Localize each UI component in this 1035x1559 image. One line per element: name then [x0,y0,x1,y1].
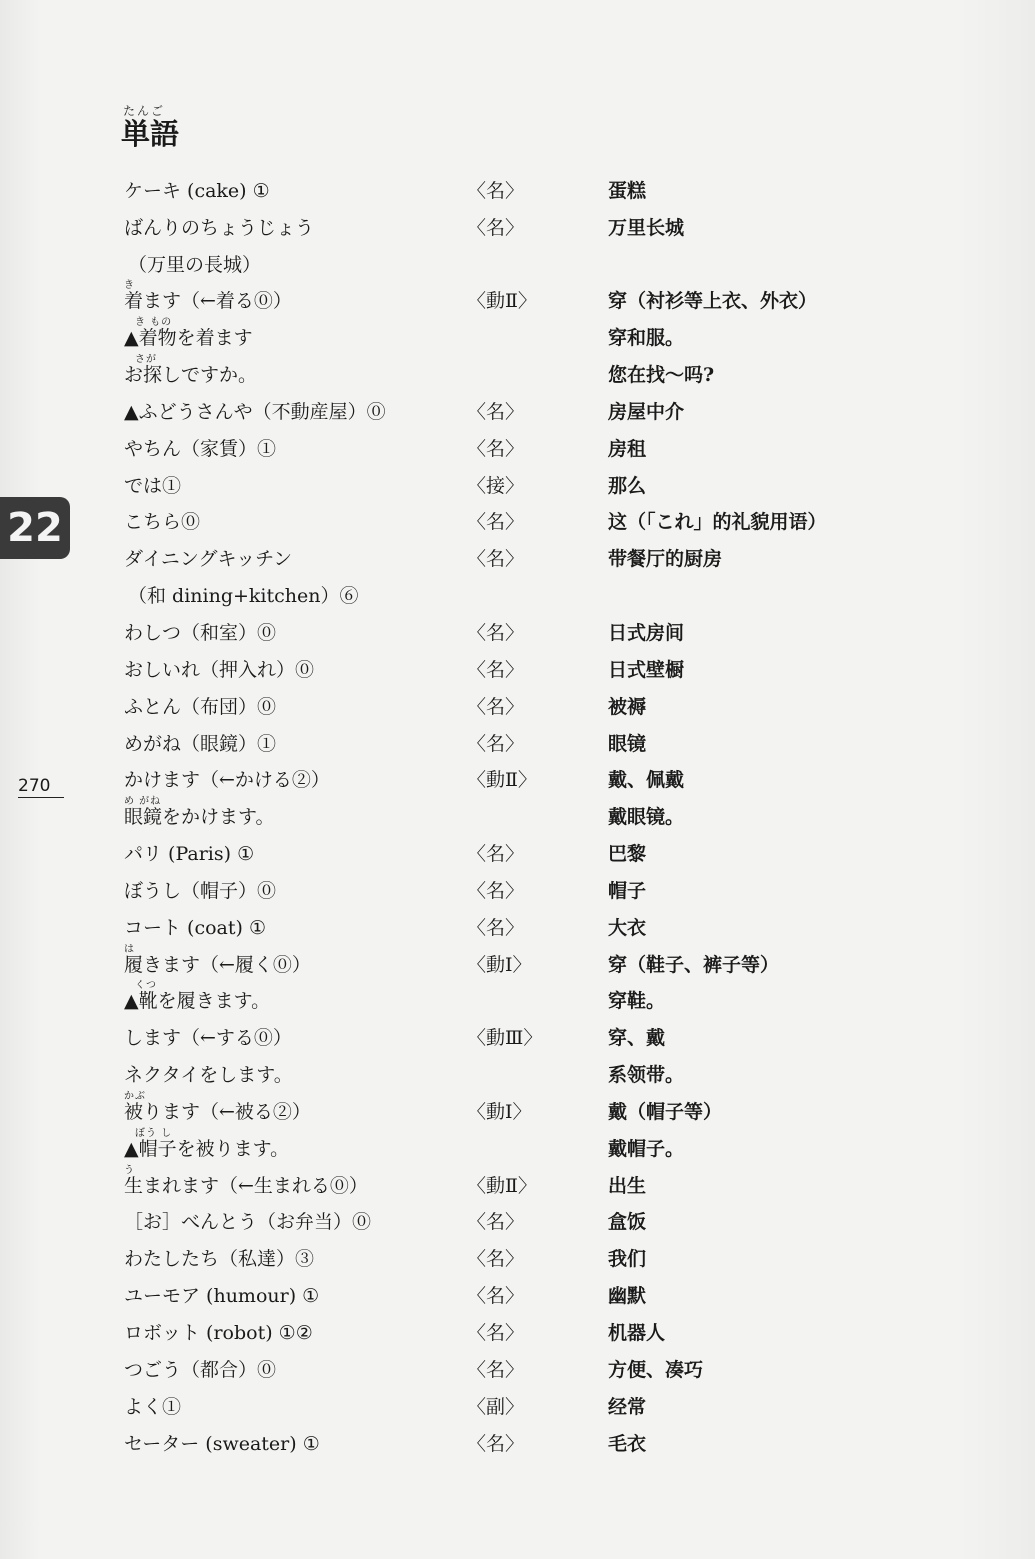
japanese-term: ケーキ (cake) ① [124,179,270,202]
japanese-term: こちら⓪ [124,511,201,534]
vocab-entry [0,1423,1035,1460]
part-of-speech: 〈動Ⅱ〉 [467,290,537,313]
vocab-entry [0,944,1035,981]
part-of-speech: 〈名〉 [467,1211,525,1234]
japanese-term: やちん（家賃）① [124,437,277,460]
japanese-term: よく① [124,1395,182,1418]
part-of-speech: 〈名〉 [467,1432,525,1455]
japanese-term: わしつ（和室）⓪ [124,621,277,644]
vocab-entry [0,1312,1035,1349]
part-of-speech: 〈副〉 [467,1395,525,1418]
chinese-meaning: 万里长城 [608,216,685,239]
chinese-meaning: 出生 [608,1174,647,1197]
chinese-meaning: 日式壁橱 [608,658,685,681]
vocab-entry [0,1238,1035,1275]
section-heading [121,104,179,150]
vocab-entry [0,538,1035,575]
japanese-term: めがね（眼鏡）① [124,732,277,755]
japanese-term: ネクタイをします。 [124,1064,293,1087]
part-of-speech: 〈名〉 [467,843,525,866]
vocab-entry [0,354,1035,391]
japanese-term: つごう（都合）⓪ [124,1358,277,1381]
part-of-speech: 〈名〉 [467,1322,525,1344]
japanese-term: （万里の長城） [128,253,262,276]
vocab-entry [0,170,1035,207]
vocab-entry [0,760,1035,797]
japanese-term: ふとん（布団）⓪ [124,695,277,718]
vocab-entry [0,1091,1035,1128]
part-of-speech: 〈名〉 [467,216,525,239]
vocab-entry [0,207,1035,244]
page-number: 270 [18,776,64,798]
part-of-speech: 〈接〉 [467,474,525,497]
chinese-meaning: 系领带。 [608,1064,685,1087]
vocab-entry [0,612,1035,649]
vocab-entry [0,1349,1035,1386]
part-of-speech: 〈動Ⅲ〉 [467,1027,543,1050]
chinese-meaning: 穿（鞋子、裤子等） [608,953,780,976]
japanese-term: 生まれます（←生まれる⓪） [124,1174,368,1197]
japanese-term: ▲着物を着ます [124,327,253,350]
furigana: かぶ [124,1090,146,1102]
vocab-entry [0,981,1035,1018]
part-of-speech: 〈名〉 [467,511,525,534]
chinese-meaning: 带餐厅的厨房 [608,548,723,571]
part-of-speech: 〈名〉 [467,548,525,571]
part-of-speech: 〈動Ⅰ〉 [467,953,532,976]
furigana: き [124,280,135,292]
vocab-entry [0,686,1035,723]
part-of-speech: 〈名〉 [467,1248,525,1271]
furigana: は [124,943,135,955]
japanese-term: ▲靴を履きます。 [124,990,271,1013]
vocab-entry [0,1017,1035,1054]
vocab-entry [0,1128,1035,1165]
chinese-meaning: 方便、凑巧 [608,1358,704,1381]
japanese-term: 被ります（←被る②） [124,1100,311,1123]
japanese-term: かけます（←かける②） [124,769,330,792]
part-of-speech: 〈名〉 [467,179,525,202]
furigana: さが [124,354,157,366]
vocabulary-list [0,170,1035,1460]
japanese-term: パリ (Paris) ① [124,843,255,866]
chinese-meaning: 帽子 [608,879,647,902]
chinese-meaning: 蛋糕 [608,179,647,202]
japanese-term: わたしたち（私達）③ [124,1248,315,1271]
vocab-entry [0,244,1035,281]
chinese-meaning: 机器人 [608,1322,666,1344]
vocab-entry [0,1202,1035,1239]
vocab-entry [0,796,1035,833]
japanese-term: ▲ふどうさんや（不動産屋）⓪ [124,400,386,423]
japanese-term: ばんりのちょうじょう [124,216,315,239]
furigana: き もの [124,317,173,329]
japanese-term: おしいれ（押入れ）⓪ [124,658,315,681]
japanese-term: （和 dining+kitchen）⑥ [128,585,359,608]
vocab-entry [0,907,1035,944]
japanese-term: コート (coat) ① [124,916,266,939]
chinese-meaning: 日式房间 [608,621,685,644]
vocab-entry [0,428,1035,465]
vocab-entry [0,465,1035,502]
furigana: ぼう し [124,1127,173,1139]
page-title: 単語 [121,117,180,151]
chinese-meaning: 房租 [608,437,647,460]
japanese-term: 眼鏡をかけます。 [124,806,275,829]
chinese-meaning: 戴帽子。 [608,1137,685,1160]
japanese-term: セーター (sweater) ① [124,1432,320,1455]
chinese-meaning: 我们 [608,1248,647,1271]
vocab-entry [0,317,1035,354]
vocab-entry [0,870,1035,907]
chinese-meaning: 盒饭 [608,1211,647,1234]
vocab-entry [0,649,1035,686]
part-of-speech: 〈名〉 [467,1358,525,1381]
part-of-speech: 〈名〉 [467,916,525,939]
vocab-entry [0,1275,1035,1312]
part-of-speech: 〈名〉 [467,1285,525,1308]
japanese-term: ▲帽子を被ります。 [124,1137,290,1160]
japanese-term: ［お］べんとう（お弁当）⓪ [124,1211,372,1234]
chapter-tab: 22 [0,497,70,559]
part-of-speech: 〈名〉 [467,879,525,902]
chinese-meaning: 巴黎 [608,843,647,866]
chinese-meaning: 戴、佩戴 [608,769,685,792]
japanese-term: ロボット (robot) ①② [124,1322,313,1344]
japanese-term: 着ます（←着る⓪） [124,290,292,313]
vocab-entry [0,723,1035,760]
chinese-meaning: 这（「これ」的礼貌用语） [608,511,827,534]
chinese-meaning: 穿鞋。 [608,990,666,1013]
chinese-meaning: 您在找～吗? [608,364,715,387]
japanese-term: ダイニングキッチン [124,548,293,571]
chinese-meaning: 大衣 [608,916,647,939]
furigana: う [124,1164,135,1176]
part-of-speech: 〈名〉 [467,621,525,644]
vocab-entry [0,833,1035,870]
japanese-term: 履きます（←履く⓪） [124,953,311,976]
japanese-term: ユーモア (humour) ① [124,1285,320,1308]
furigana: くつ [124,980,157,992]
vocab-entry [0,1165,1035,1202]
chinese-meaning: 穿和服。 [608,327,685,350]
chinese-meaning: 房屋中介 [608,400,685,423]
vocab-entry [0,502,1035,539]
chinese-meaning: 戴（帽子等） [608,1100,723,1123]
chinese-meaning: 经常 [608,1395,647,1418]
vocab-entry [0,575,1035,612]
part-of-speech: 〈動Ⅰ〉 [467,1100,532,1123]
chinese-meaning: 戴眼镜。 [608,806,685,829]
title-ruby: たんご [123,104,166,118]
chinese-meaning: 穿、戴 [608,1027,666,1050]
vocab-entry [0,1386,1035,1423]
part-of-speech: 〈名〉 [467,695,525,718]
japanese-term: します（←する⓪） [124,1027,292,1050]
japanese-term: では① [124,474,182,497]
part-of-speech: 〈名〉 [467,437,525,460]
chinese-meaning: 被褥 [608,695,647,718]
part-of-speech: 〈動Ⅱ〉 [467,1174,537,1197]
chinese-meaning: 眼镜 [608,732,647,755]
part-of-speech: 〈名〉 [467,732,525,755]
japanese-term: ぼうし（帽子）⓪ [124,879,277,902]
vocab-entry [0,1054,1035,1091]
vocab-entry [0,391,1035,428]
japanese-term: お探しですか。 [124,364,258,387]
chinese-meaning: 毛衣 [608,1432,647,1455]
part-of-speech: 〈動Ⅱ〉 [467,769,537,792]
furigana: め がね [124,796,162,808]
part-of-speech: 〈名〉 [467,400,525,423]
chinese-meaning: 穿（衬衫等上衣、外衣） [608,290,818,313]
part-of-speech: 〈名〉 [467,658,525,681]
chinese-meaning: 幽默 [608,1285,647,1308]
vocab-entry [0,281,1035,318]
chinese-meaning: 那么 [608,474,647,497]
